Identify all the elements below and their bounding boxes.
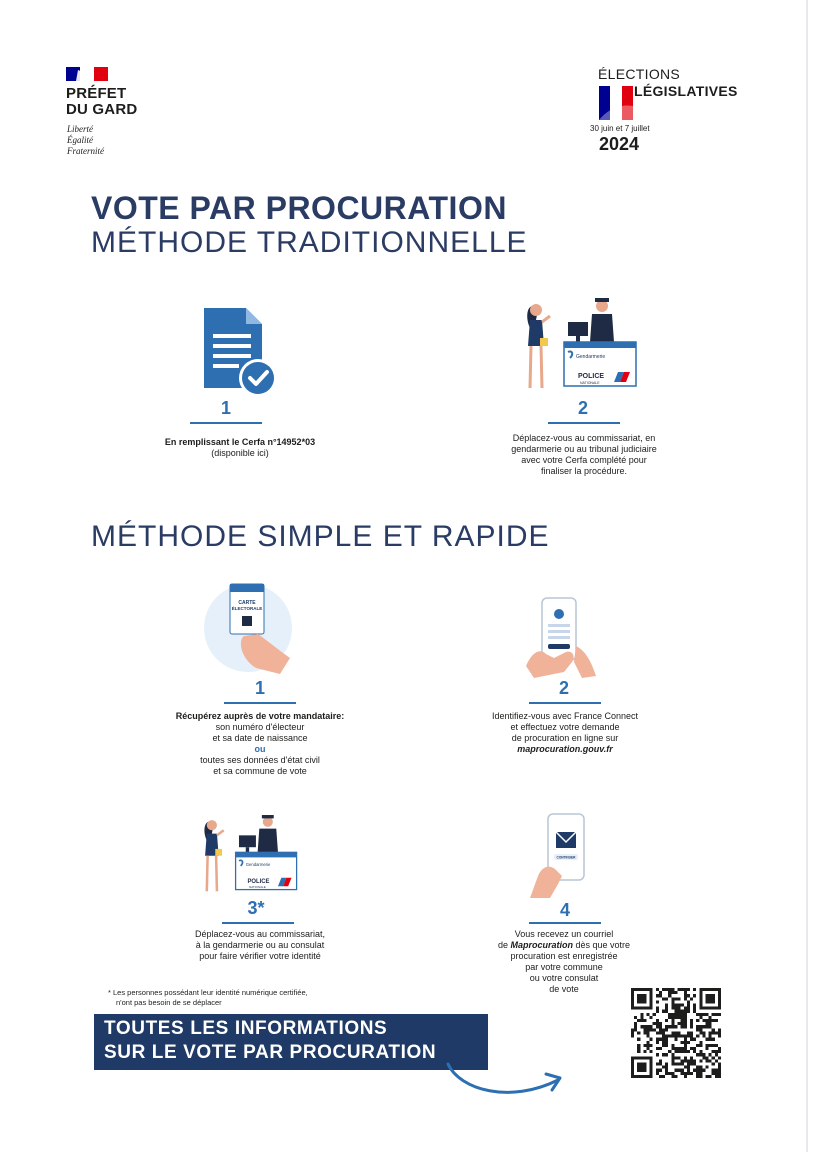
marianne-logo-icon	[66, 67, 108, 81]
simple-step4-underline	[529, 922, 601, 924]
simple-step1-caption: Récupérez auprès de votre mandataire: son numéro d'électeur et sa date de naissance ou toutes ses données d'état civil et sa commune de vote	[175, 711, 345, 776]
trad-step1-underline	[190, 422, 262, 424]
trad-step1-caption: En remplissant le Cerfa n°14952*03 (disponible ici)	[164, 437, 316, 458]
trad-step2-number: 2	[577, 398, 588, 418]
banner-line2: SUR LE VOTE PAR PROCURATION	[104, 1042, 437, 1063]
simple-step3-caption: Déplacez-vous au commissariat, à la gendarmerie ou au consulat pour faire vérifier votre identité	[194, 929, 326, 961]
simple-step2-number: 2	[558, 678, 569, 698]
police-label-2: POLICE	[247, 878, 270, 885]
legislatives-label: LÉGISLATIVES	[634, 83, 738, 99]
simple-step3-underline	[222, 922, 294, 924]
police-label: POLICE	[578, 373, 605, 380]
french-flag-icon	[599, 86, 633, 120]
police-counter-illustration	[522, 296, 640, 392]
card-line1: CARTE	[238, 600, 256, 606]
gendarmerie-label-2: Gendarmerie	[245, 861, 271, 867]
simple-step4-caption: Vous recevez un courriel de Maprocuration dès que votre procuration est enregistrée par votre commune ou votre consulat de vote	[497, 929, 631, 994]
election-year: 2024	[599, 134, 640, 154]
elections-label: ÉLECTIONS	[598, 66, 681, 82]
qr-code-icon[interactable]	[631, 988, 721, 1078]
phone-mail-illustration	[528, 812, 592, 898]
trad-step2-underline	[548, 422, 620, 424]
method-simple-title: MÉTHODE SIMPLE ET RAPIDE	[91, 520, 550, 553]
curved-arrow-icon	[440, 1060, 570, 1104]
prefet-title: PRÉFET DU GARD	[66, 85, 138, 118]
trad-step1-number: 1	[220, 398, 231, 418]
simple-step2-underline	[529, 702, 601, 704]
card-line2: ÉLECTORALE	[231, 606, 263, 611]
republic-motto: Liberté Égalité Fraternité	[67, 124, 104, 156]
main-title: VOTE PAR PROCURATION	[91, 190, 507, 226]
phone-button-label: CONTINUER	[556, 855, 576, 860]
method-traditional-title: MÉTHODE TRADITIONNELLE	[91, 226, 528, 259]
simple-step4-number: 4	[559, 900, 570, 920]
simple-step3-number: 3*	[247, 898, 265, 918]
smartphone-illustration	[524, 596, 604, 678]
banner-line1: TOUTES LES INFORMATIONS	[104, 1018, 388, 1039]
simple-step1-number: 1	[254, 678, 265, 698]
nationale-label: NATIONALE	[580, 381, 600, 385]
document-check-icon	[200, 306, 282, 398]
simple-step2-caption: Identifiez-vous avec France Connect et effectuez votre demande de procuration en ligne sur maprocuration.gouv.fr	[491, 711, 639, 754]
election-dates: 30 juin et 7 juillet	[590, 124, 650, 133]
nationale-label-2: NATIONALE	[249, 884, 266, 889]
voter-card-illustration	[200, 578, 296, 676]
simple-step1-underline	[224, 702, 296, 704]
gendarmerie-label: Gendarmerie	[576, 354, 606, 360]
footnote: * Les personnes possédant leur identité numérique certifiée, n'ont pas besoin de se déplacer	[108, 988, 308, 1007]
police-counter-illustration-2	[200, 808, 300, 900]
maprocuration-link[interactable]: maprocuration.gouv.fr	[517, 744, 613, 754]
trad-step2-caption: Déplacez-vous au commissariat, en gendarmerie ou au tribunal judiciaire avec votre Cerfa complété pour finaliser la procédure.	[511, 433, 657, 476]
page-edge	[806, 0, 808, 1152]
